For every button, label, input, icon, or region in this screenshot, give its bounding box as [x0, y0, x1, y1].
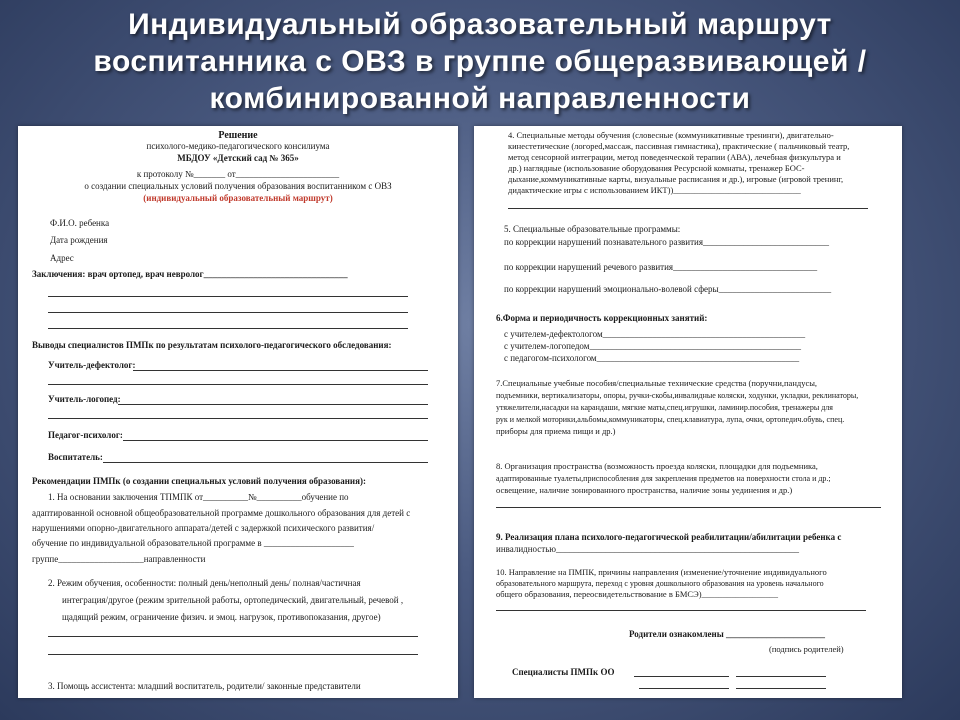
s4-line-a: 4. Специальные методы обучения (словесные (коммуникативные тренинги), двигательно-	[508, 130, 834, 140]
educator-label: Воспитатель:	[48, 452, 103, 462]
blank-line	[48, 328, 408, 329]
blank-line	[48, 384, 428, 385]
s7-line-e: приборы для приема пищи и др.)	[496, 426, 616, 436]
blank-line	[48, 654, 418, 655]
item2-line-b: интеграция/другое (режим зрительной работы, ортопедический, двигательный, речевой ,	[62, 595, 404, 605]
right-document-page	[474, 126, 902, 698]
s9-line-b: инвалидностью______________________________________________________	[496, 544, 800, 554]
blank-line	[48, 636, 418, 637]
blank-line	[634, 676, 729, 677]
item1-line-b: адаптированной основной общеобразовательной программе дошкольного образования для детей с	[32, 508, 411, 518]
s5-line-c: по коррекции нарушений эмоционально-волевой сферы_________________________	[504, 284, 832, 294]
blank-line	[496, 507, 881, 508]
s10-line-a: 10. Направление на ПМПК, причины направления (изменение/уточнение индивидуального	[496, 567, 827, 577]
birth-label: Дата рождения	[50, 235, 108, 245]
item2-line-a: 2. Режим обучения, особенности: полный день/неполный день/ полная/частичная	[48, 578, 361, 588]
item1-line-d: обучение по индивидуальной образовательной программе в ____________________	[32, 538, 354, 548]
blank-line	[103, 462, 428, 463]
s8-line-b: адаптированные туалеты,приспособления для закрепления предметов на поверхности стола и др.;	[496, 474, 831, 483]
item1-line-c: нарушениями опорно-двигательного аппарата/детей с задержкой психического развития/	[32, 523, 375, 533]
s7-line-c: утяжелители,насадки на карандаши, мягкие маты,спец.игрушки, ламинир.пособия, тренажеры для	[496, 403, 833, 412]
s10-line-c: общего образования, переосвидетельствование в БМСЭ)__________________	[496, 589, 779, 599]
s8-line-a: 8. Организация пространства (возможность проезда коляски, площадки для подъемника,	[496, 461, 818, 471]
s4-line-e: дыхание,коммуникативные карты, визуальные расписания и др.), игровые (игровой тренинг,	[508, 174, 844, 184]
item2-line-c: щадящий режим, ограничение физич. и эмоц. нагрузок, противопоказания, другое)	[62, 612, 381, 622]
s5-line-b: по коррекции нарушений речевого развития________________________________	[504, 262, 818, 272]
fio-label: Ф.И.О. ребенка	[50, 218, 110, 228]
council-heading: психолого-медико-педагогического консилиума	[146, 141, 330, 151]
s5-line-a: по коррекции нарушений познавательного развития____________________________	[504, 237, 830, 247]
route-line: (индивидуальный образовательный маршрут)	[143, 193, 333, 203]
specialists-conclusions-label: Выводы специалистов ПМПк по результатам психолого-педагогического обследования:	[32, 340, 392, 350]
psychologist-label: Педагог-психолог:	[48, 430, 123, 440]
s8-line-c: освещение, наличие зонированного пространства, наличие зоны уединения и др.)	[496, 485, 793, 495]
title-line-2: воспитанника с ОВЗ в группе общеразвивающей /	[93, 45, 867, 78]
s6-line-a: с учителем-дефектологом_____________________________________________	[504, 329, 806, 339]
kindergarten-heading: МБДОУ «Детский сад № 365»	[177, 153, 299, 163]
parents-label: Родители ознакомлены ______________________	[629, 629, 825, 639]
s4-line-c: метод сенсорной интеграции, метод поведенческой терапии (АВА), лечебная физкультура и	[508, 152, 841, 162]
s6-line-c: с педагогом-психологом_____________________________________________	[504, 353, 800, 363]
blank-line	[48, 418, 428, 419]
protocol-line: к протоколу №_______ от_______________________	[136, 169, 340, 179]
recommendations-label: Рекомендации ПМПк (о создании специальных условий получения образования):	[32, 476, 366, 486]
blank-line	[736, 676, 826, 677]
logoped-label: Учитель-логопед:	[48, 394, 121, 404]
left-document-page	[18, 126, 458, 698]
title-line-3: комбинированной направленности	[209, 82, 751, 115]
parents-signature-caption: (подпись родителей)	[769, 644, 844, 654]
item1-line-e: группе___________________направленности	[32, 554, 206, 564]
blank-line	[639, 688, 729, 689]
defectologist-label: Учитель-дефектолог:	[48, 360, 136, 370]
slide-title	[0, 6, 960, 117]
s4-line-b: кинестетические (логоped,массаж, пассивная гимнастика), практические ( пальчиковый театр,	[508, 141, 850, 151]
item3-line: 3. Помощь ассистента: младший воспитатель, родители/ законные представители	[48, 681, 361, 691]
s7-line-d: рук и мелкой моторики,альбомы,коммуникаторы, спец.клавиатура, лупа, очки, ортопедич.обувь, спец.	[496, 415, 845, 424]
s6-line-b: с учителем-логопедом_______________________________________________	[504, 341, 801, 351]
s7-line-b: подъемники, вертикализаторы, опоры, ручки-скобы,инвалидные коляски, ходунки, укладки, реклинаторы,	[496, 391, 859, 400]
blank-line	[118, 404, 428, 405]
s4-line-f: дидактические игры с использованием ИКТ))______________________________	[508, 185, 801, 195]
s10-line-b: образовательного маршрута, переход с уровня дошкольного образования на уровень начального	[496, 579, 824, 588]
purpose-line: о создании специальных условий получения образования воспитанником с ОВЗ	[84, 181, 392, 191]
s7-line-a: 7.Специальные учебные пособия/специальные технические средства (поручни,пандусы,	[496, 378, 818, 388]
blank-line	[508, 208, 868, 209]
blank-line	[133, 370, 428, 371]
blank-line	[123, 440, 428, 441]
s5-heading: 5. Специальные образовательные программы:	[504, 224, 681, 234]
blank-line	[736, 688, 826, 689]
blank-line	[496, 610, 866, 611]
blank-line	[48, 312, 408, 313]
s9-line-a: 9. Реализация плана психолого-педагогической реабилитации/абилитации ребенка с	[496, 532, 842, 542]
specialists-label: Специалисты ПМПк ОО	[512, 667, 615, 677]
address-label: Адрес	[50, 253, 74, 263]
s6-heading: 6.Форма и периодичность коррекционных занятий:	[496, 313, 708, 323]
decision-heading: Решение	[218, 130, 258, 141]
blank-line	[48, 296, 408, 297]
item1-line-a: 1. На основании заключения ТПМПК от__________№__________обучение по	[48, 492, 349, 502]
s4-line-d: др.) наглядные (использование оборудования Ресурсной комнаты, тренажер БОС-	[508, 163, 805, 173]
title-line-1: Индивидуальный образовательный маршрут	[128, 8, 832, 41]
conclusions-label: Заключения: врач ортопед, врач невролог________________________________	[32, 269, 348, 279]
